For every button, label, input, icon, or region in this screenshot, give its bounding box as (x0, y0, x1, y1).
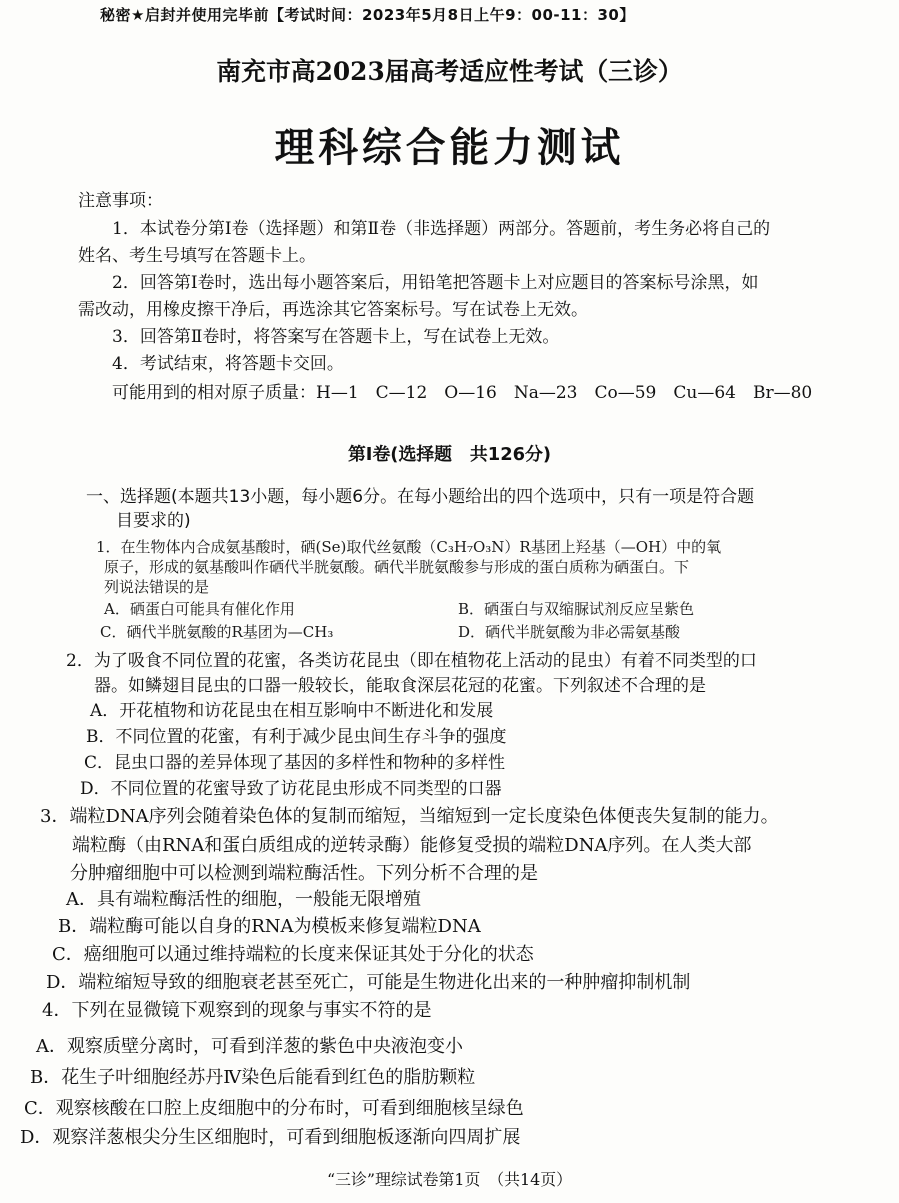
question-3-option-b: B．端粒酶可能以自身的RNA为模板来修复端粒DNA (58, 916, 481, 937)
question-4-stem: 4．下列在显微镜下观察到的现象与事实不符的是 (42, 1000, 432, 1021)
question-3-option-c: C．癌细胞可以通过维持端粒的长度来保证其处于分化的状态 (52, 944, 534, 965)
question-3-stem: 3．端粒DNA序列会随着染色体的复制而缩短，当缩短到一定长度染色体便丧失复制的能力。 (40, 806, 779, 827)
exam-subtitle: 南充市高2023届高考适应性考试（三诊） (216, 57, 683, 86)
question-2-option-a: A．开花植物和访花昆虫在相互影响中不断进化和发展 (90, 701, 494, 721)
question-1-option-a: A．硒蛋白可能具有催化作用 (104, 600, 295, 618)
exam-title: 理科综合能力测试 (274, 125, 625, 171)
notice-item: 3．回答第Ⅱ卷时，将答案写在答题卡上，写在试卷上无效。 (112, 327, 560, 347)
confidential-notice: 秘密★启封并使用完毕前【考试时间：2023年5月8日上午9：00-11：30】 (100, 6, 635, 24)
question-3-option-a: A．具有端粒酶活性的细胞，一般能无限增殖 (66, 889, 421, 910)
question-1-option-b: B．硒蛋白与双缩脲试剂反应呈紫色 (458, 600, 695, 618)
question-2-option-b: B．不同位置的花蜜，有利于减少昆虫间生存斗争的强度 (86, 727, 507, 747)
question-4-option-b: B．花生子叶细胞经苏丹Ⅳ染色后能看到红色的脂肪颗粒 (30, 1067, 476, 1088)
question-2-stem: 器。如鳞翅目昆虫的口器一般较长，能取食深层花冠的花蜜。下列叙述不合理的是 (94, 676, 706, 696)
notice-item: 2．回答第Ⅰ卷时，选出每小题答案后，用铅笔把答题卡上对应题目的答案标号涂黑，如 (112, 273, 759, 293)
question-3-stem: 端粒酶（由RNA和蛋白质组成的逆转录酶）能修复受损的端粒DNA序列。在人类大部 (72, 835, 752, 856)
notice-item: 1．本试卷分第Ⅰ卷（选择题）和第Ⅱ卷（非选择题）两部分。答题前，考生务必将自己的 (112, 219, 771, 239)
question-1-stem: 原子，形成的氨基酸叫作硒代半胱氨酸。硒代半胱氨酸参与形成的蛋白质称为硒蛋白。下 (104, 558, 690, 576)
question-1-option-d: D．硒代半胱氨酸为非必需氨基酸 (458, 623, 681, 641)
question-3-option-d: D．端粒缩短导致的细胞衰老甚至死亡，可能是生物进化出来的一种肿瘤抑制机制 (46, 972, 691, 993)
part-instruction: 目要求的) (116, 511, 191, 531)
section-heading: 第Ⅰ卷(选择题 共126分) (347, 444, 552, 465)
notice-title: 注意事项： (78, 191, 163, 211)
notice-item: 4．考试结束，将答题卡交回。 (112, 354, 344, 374)
question-2-option-d: D．不同位置的花蜜导致了访花昆虫形成不同类型的口器 (80, 779, 502, 799)
question-4-option-c: C．观察核酸在口腔上皮细胞中的分布时，可看到细胞核呈绿色 (24, 1098, 524, 1119)
question-2-option-c: C．昆虫口器的差异体现了基因的多样性和物种的多样性 (84, 753, 506, 773)
question-4-option-a: A．观察质壁分离时，可看到洋葱的紫色中央液泡变小 (36, 1036, 463, 1057)
notice-item: 需改动，用橡皮擦干净后，再选涂其它答案标号。写在试卷上无效。 (78, 300, 588, 320)
question-2-stem: 2．为了吸食不同位置的花蜜，各类访花昆虫（即在植物花上活动的昆虫）有着不同类型的口 (66, 651, 757, 671)
atomic-mass-line: 可能用到的相对原子质量：H—1 C—12 O—16 Na—23 Co—59 Cu—64 Br—80 (112, 383, 813, 403)
question-1-stem: 列说法错误的是 (104, 578, 210, 596)
question-1-option-c: C．硒代半胱氨酸的R基团为—CH₃ (100, 623, 334, 641)
part-instruction: 一、选择题(本题共13小题，每小题6分。在每小题给出的四个选项中，只有一项是符合题 (86, 487, 755, 507)
question-4-option-d: D．观察洋葱根尖分生区细胞时，可看到细胞板逐渐向四周扩展 (20, 1127, 521, 1148)
question-1-stem: 1．在生物体内合成氨基酸时，硒(Se)取代丝氨酸（C₃H₇O₃N）R基团上羟基（—OH）中的氧 (96, 538, 722, 556)
page-footer: “三诊”理综试卷第1页 （共14页） (327, 1170, 572, 1189)
notice-item: 姓名、考生号填写在答题卡上。 (78, 246, 316, 266)
question-3-stem: 分肿瘤细胞中可以检测到端粒酶活性。下列分析不合理的是 (70, 863, 538, 884)
